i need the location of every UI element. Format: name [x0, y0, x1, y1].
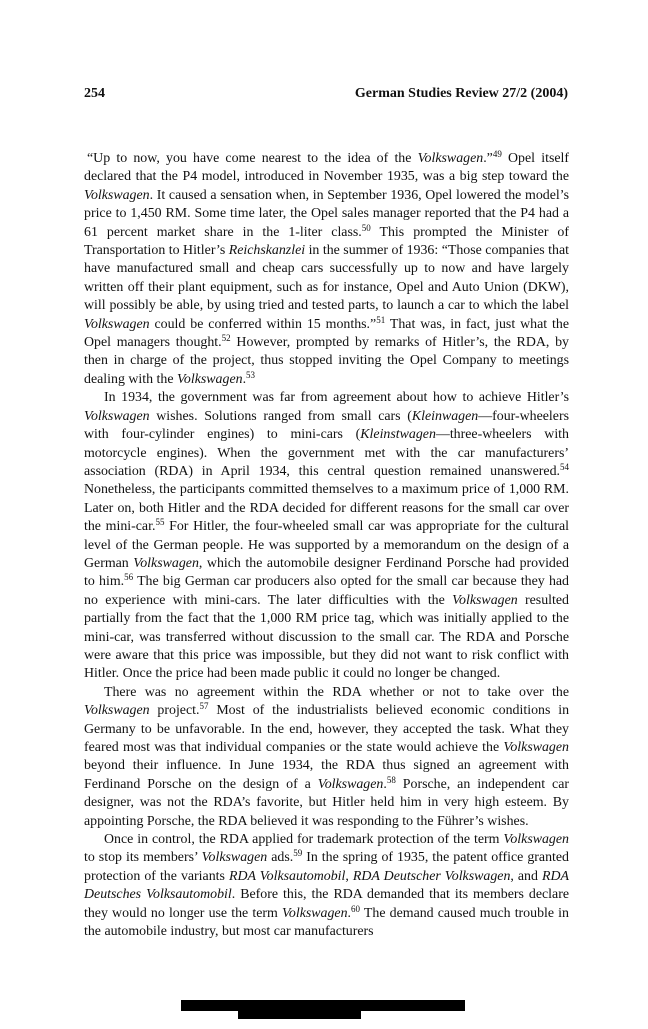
text-run: This prompted the Minister of Transportation to Hitler’s — [84, 224, 570, 259]
text-run: wishes. Solutions ranged from small cars ( — [149, 408, 412, 424]
footnote-ref: 54 — [560, 461, 569, 472]
text-run: Porsche, an independent car designer, was not the RDA’s favorite, but Hitler held him in very high esteem. By appointing Porsche, the RDA believed it was responding to the Führer’s wishes. — [84, 776, 569, 829]
text-run: However, prompted by remarks of Hitler’s, the RDA, by then in charge of the project, thus stopped inviting the Opel Company to meetings dealing with the — [84, 335, 569, 387]
footnote-ref: 57 — [199, 701, 209, 712]
text-run: ads. — [267, 850, 294, 866]
text-run: Nonetheless, the participants committed themselves to a maximum price of 1,000 RM. Later on, both Hitler and the RDA decided for different reasons for the small car over the mini-car. — [84, 482, 569, 535]
scan-artifact-bar — [181, 1000, 465, 1011]
italic-term: Volkswagen — [417, 151, 484, 166]
text-run: could be conferred within 15 months.” — [149, 316, 377, 332]
page-number: 254 — [84, 86, 105, 101]
text-run: . It caused a sensation when, in September 1936, Opel lowered the model’s price to 1,450 RM. Some time later, the Opel sales manager reported that the P4 had a 61 percent market share in the 1-liter class. — [84, 187, 569, 240]
text-run: That was, in fact, just what the Opel managers thought. — [84, 316, 569, 351]
footnote-ref: 53 — [246, 369, 256, 380]
text-run: . — [347, 905, 352, 921]
text-run: There was no agreement within the RDA whether or not to take over the — [104, 684, 569, 700]
italic-term: Volkswagen — [281, 905, 348, 921]
text-run: —three-wheelers with motorcycle engines). When the government met with the car manufacturers’ association (RDA) in April 1934, this central question remained unanswered. — [84, 427, 569, 479]
italic-term: Volkswagen — [84, 703, 150, 719]
footnote-ref: 52 — [221, 333, 231, 344]
footnote-ref: 51 — [376, 314, 386, 325]
body-text — [84, 150, 569, 941]
italic-term: Volkswagen — [452, 592, 518, 608]
footnote-ref: 59 — [293, 848, 303, 859]
paragraph — [84, 150, 569, 389]
italic-term: Kleinstwagen — [360, 427, 436, 443]
paragraph — [84, 684, 569, 831]
italic-term: Volkswagen — [84, 316, 150, 332]
text-run: . Before this, the RDA demanded that its members declare they would no longer use the term — [84, 887, 569, 921]
italic-term: Kleinwagen — [411, 408, 479, 424]
text-run: to stop its members’ — [84, 850, 202, 866]
text-run: Opel itself declared that the P4 model, introduced in November 1935, was a big step toward the — [84, 151, 569, 185]
text-run: , which the automobile designer Ferdinand Porsche had provided to him. — [84, 555, 569, 590]
text-run: The big German car producers also opted for the small car because they had no experience with mini-cars. The later difficulties with the — [84, 574, 570, 608]
text-run: “Up to now, you have come nearest to the idea of the — [87, 151, 418, 166]
text-run: .” — [483, 151, 493, 166]
text-run: resulted partially from the fact that the 1,000 RM price tag, which was initially applied to the mini-car, was transferred without discussion to the small car. The RDA and Porsche were aware that this price was impossible, but they did not want to risk conflict with Hitler. Once the price had been made public it could no longer be changed. — [84, 592, 569, 682]
italic-term: Volkswagen — [503, 832, 569, 848]
text-run: The demand caused much trouble in the automobile industry, but most car manufacturers — [84, 905, 569, 940]
text-run: In the spring of 1935, the patent office granted protection of the variants — [84, 850, 569, 884]
footnote-ref: 50 — [361, 222, 371, 233]
text-run: , and — [510, 868, 542, 884]
text-run: in the summer of 1936: “Those companies that have manufactured small and cheap cars successfully up to now and have largely written off their plant equipment, such as for instance, Opel and Auto Union (DKW), will possibly be able, by using tried and tested parts, to launch a car to which the label — [84, 243, 569, 314]
paragraph — [84, 831, 569, 941]
text-run: In 1934, the government was far from agreement about how to achieve Hitler’s — [104, 390, 569, 406]
italic-term: RDA Volksautomobil — [228, 868, 346, 884]
italic-term: Volkswagen — [84, 408, 150, 424]
italic-term: Volkswagen — [84, 187, 150, 203]
italic-term: Volkswagen — [317, 776, 384, 792]
text-run: —four-wheelers with four-cylinder engines) to mini-cars ( — [84, 408, 569, 443]
footnote-ref: 49 — [492, 149, 502, 159]
text-run: Once in control, the RDA applied for trademark protection of the term — [104, 832, 504, 848]
paragraph — [84, 389, 569, 684]
footnote-ref: 60 — [351, 903, 361, 914]
scan-artifact-bar-lower — [238, 1011, 361, 1019]
footnote-ref: 56 — [124, 572, 134, 583]
running-head: German Studies Review 27/2 (2004) — [354, 86, 568, 101]
text-run: Most of the industrialists believed economic conditions in Germany to be unfavorable. In the end, however, they accepted the task. What they feared most was that individual companies or the state would achieve the — [84, 703, 570, 755]
italic-term: Volkswagen — [176, 371, 243, 387]
italic-term: Volkswagen — [201, 850, 268, 866]
footnote-ref: 58 — [386, 774, 396, 785]
italic-term: Volkswagen — [503, 740, 569, 755]
footnote-ref: 55 — [155, 517, 165, 528]
text-run: . — [242, 371, 247, 387]
text-run: beyond their influence. In June 1934, the RDA thus signed an agreement with Ferdinand Porsche on the design of a — [84, 758, 569, 792]
text-run: , — [345, 868, 353, 884]
italic-term: RDA Deutscher Volkswagen — [352, 868, 511, 884]
italic-term: RDA Deutsches Volksautomobil — [84, 868, 569, 903]
text-run: For Hitler, the four-wheeled small car was appropriate for the cultural level of the German people. He was supported by a memorandum on the design of a German — [84, 519, 569, 571]
text-run: project. — [149, 703, 200, 719]
italic-term: Volkswagen — [133, 555, 199, 571]
italic-term: Reichskanzlei — [228, 243, 306, 259]
text-run: . — [383, 776, 387, 792]
